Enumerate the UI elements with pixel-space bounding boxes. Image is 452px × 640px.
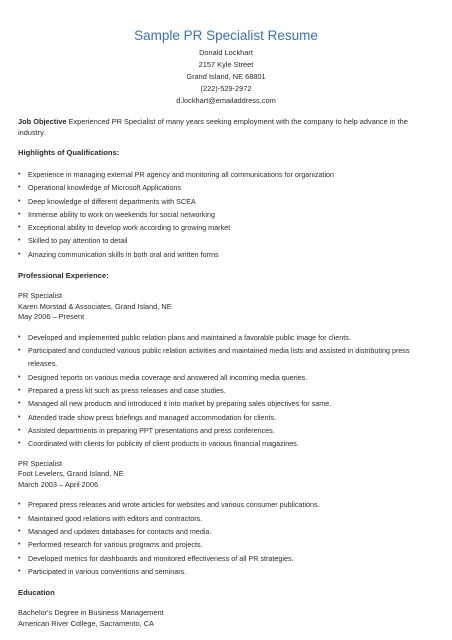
list-item: • Coordinated with clients for publicity of client products in various financial magazines. bbox=[18, 437, 434, 450]
list-item: • Managed and updates databases for contacts and media. bbox=[18, 525, 434, 538]
education-school: American River College, Sacramento, CA bbox=[18, 618, 154, 628]
list-item: • Exceptional ability to develop work according to growing market bbox=[18, 221, 434, 234]
contact-block bbox=[18, 47, 434, 107]
job-dates: March 2003 – April 2006 bbox=[18, 479, 99, 489]
list-item: • Managed all new products and introduced it into market by preparing sales objectives for same. bbox=[18, 397, 434, 410]
job-duties-list bbox=[18, 331, 434, 451]
education-degree: Bachelor's Degree in Business Management bbox=[18, 608, 164, 618]
list-item: • Attended trade show press briefings and managed accommodation for clients. bbox=[18, 411, 434, 424]
job-entry bbox=[18, 291, 434, 323]
list-item: • Amazing communication skills in both oral and written forms bbox=[18, 248, 434, 261]
experience-heading: Professional Experience: bbox=[18, 271, 109, 281]
job-title: PR Specialist bbox=[18, 291, 62, 301]
education-entry bbox=[18, 608, 434, 629]
list-item: • Skilled to pay attention to detail bbox=[18, 234, 434, 247]
list-item: • Participated in various conventions and seminars. bbox=[18, 565, 434, 578]
contact-city: Grand Island, NE 68801 bbox=[186, 72, 266, 81]
list-item: • Prepared a press kit such as press releases and case studies. bbox=[18, 384, 434, 397]
objective-text: Experienced PR Specialist of many years seeking employment with the company to help advance in the industry. bbox=[18, 117, 408, 137]
job-dates: May 2006 – Present bbox=[18, 312, 85, 322]
job-objective bbox=[18, 116, 434, 138]
highlights-list bbox=[18, 168, 434, 261]
page-title: Sample PR Specialist Resume bbox=[134, 28, 318, 43]
contact-email: d.lockhart@emailaddress.com bbox=[176, 96, 276, 105]
job-entry bbox=[18, 459, 434, 491]
list-item: • Assisted departments in preparing PPT presentations and press conferences. bbox=[18, 424, 434, 437]
job-company: Foot Levelers, Grand Island, NE bbox=[18, 469, 124, 479]
objective-label: Job Objective bbox=[18, 117, 67, 126]
highlights-heading: Highlights of Qualifications: bbox=[18, 148, 120, 157]
list-item: • Participated and conducted various public relation activities and maintained media lists and assisted in distributing press releases. bbox=[18, 344, 434, 371]
list-item: • Deep knowledge of different departments with SCEA bbox=[18, 195, 434, 208]
list-item: • Designed reports on various media coverage and answered all incoming media queries. bbox=[18, 371, 434, 384]
contact-name: Donald Lockhart bbox=[199, 48, 253, 57]
contact-street: 2157 Kyle Street bbox=[198, 60, 254, 69]
list-item: • Performed research for various programs and projects. bbox=[18, 538, 434, 551]
list-item: • Prepared press releases and wrote articles for websites and various consumer publications. bbox=[18, 498, 434, 511]
list-item: • Operational knowledge of Microsoft Applications bbox=[18, 181, 434, 194]
list-item: • Developed metrics for dashboards and monitored effectiveness of all PR strategies. bbox=[18, 552, 434, 565]
list-item: • Immense ability to work on weekends for social networking bbox=[18, 208, 434, 221]
list-item: • Maintained good relations with editors and contractors. bbox=[18, 512, 434, 525]
list-item: • Experience in managing external PR agency and monitoring all communications for organization bbox=[18, 168, 434, 181]
job-title: PR Specialist bbox=[18, 458, 62, 468]
list-item: • Developed and implemented public relation plans and maintained a favorable public image for clients. bbox=[18, 331, 434, 344]
job-company: Karen Morstad & Associates, Grand Island, NE bbox=[18, 301, 172, 311]
contact-phone: (222)-529-2972 bbox=[200, 84, 252, 93]
job-duties-list bbox=[18, 498, 434, 578]
education-heading: Education bbox=[18, 588, 55, 598]
